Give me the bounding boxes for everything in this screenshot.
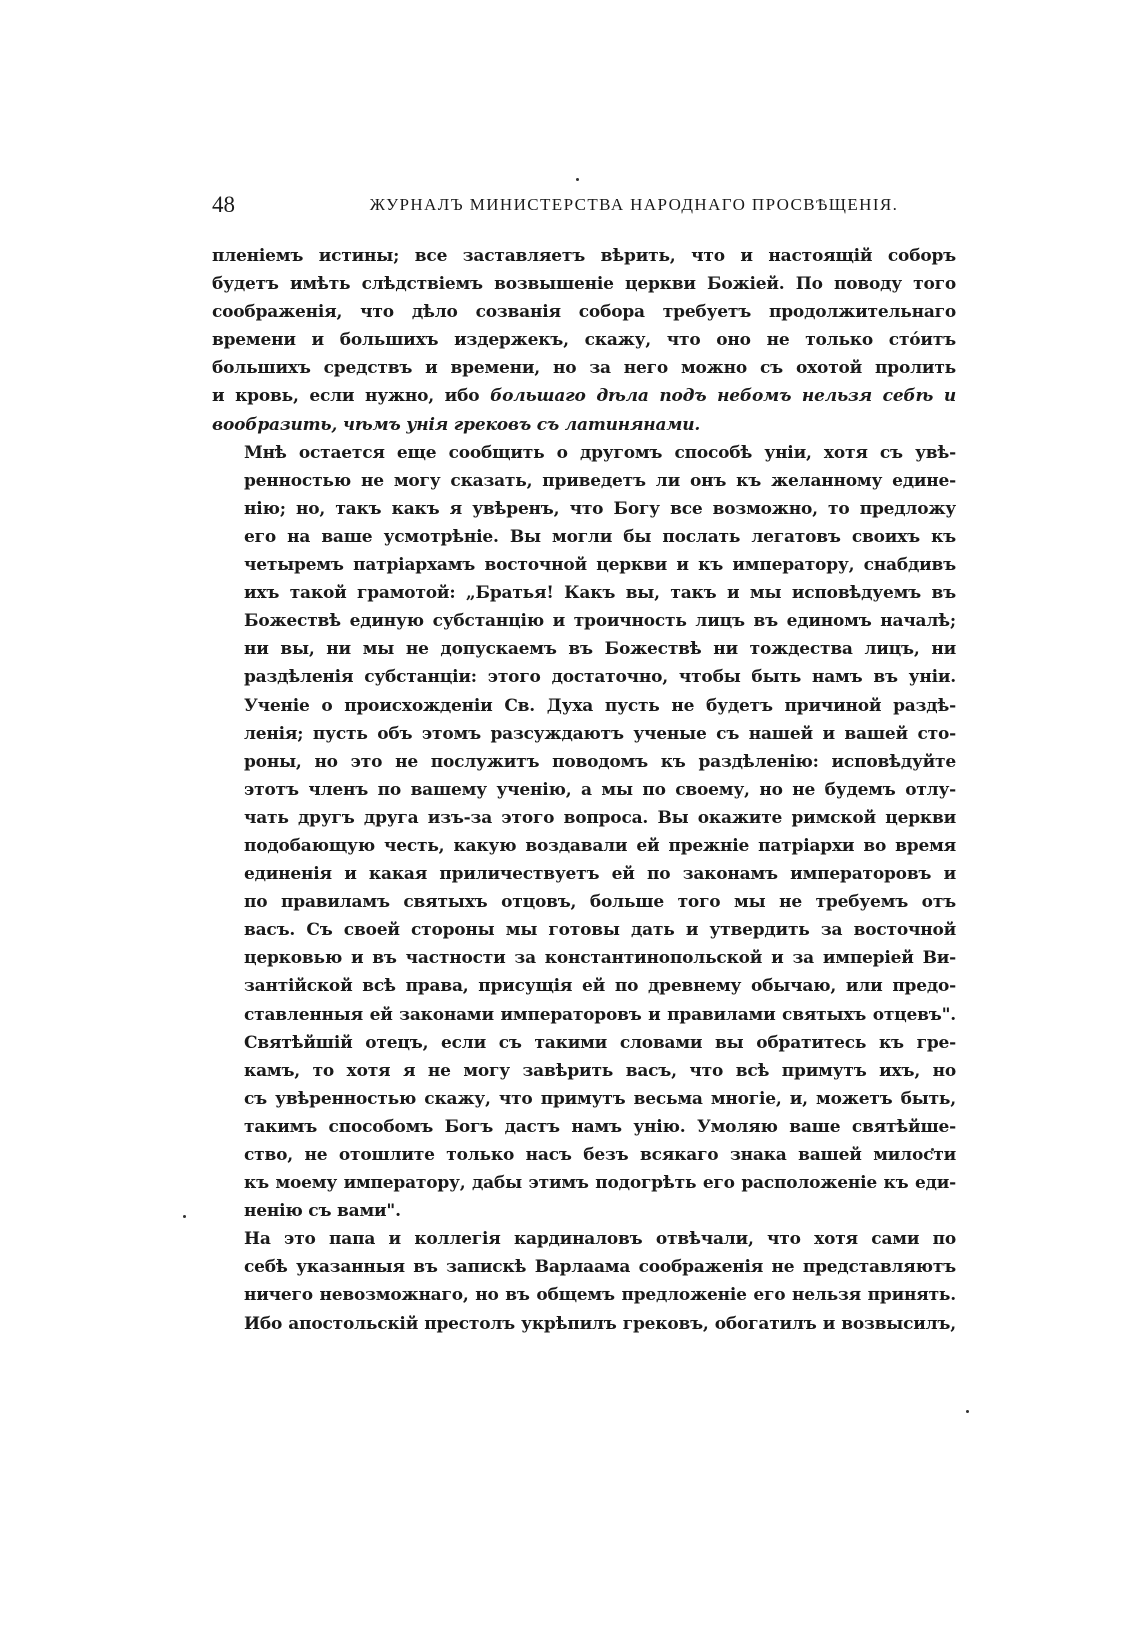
line-text: соображенія, что дѣло созванія собора требуетъ продолжительнаго: [212, 302, 956, 323]
text-line: [212, 1310, 956, 1338]
line-text: Святѣйшій отецъ, если съ такими словами вы обратитесь къ гре-: [244, 1032, 956, 1053]
line-text: раздѣленія субстанціи: этого достаточно, чтобы быть намъ въ уніи.: [244, 667, 956, 688]
text-line: [212, 888, 956, 916]
text-line: [212, 382, 956, 410]
line-text: ихъ такой грамотой: „Братья! Какъ вы, такъ и мы исповѣдуемъ въ: [244, 583, 956, 604]
line-text: ство, не отошлите только насъ безъ всякаго знака вашей милости: [244, 1145, 956, 1165]
text-line: [212, 1057, 956, 1085]
line-text: Ученіе о происхожденіи Св. Духа пусть не будетъ причиной раздѣ-: [244, 695, 956, 716]
text-line: [212, 551, 956, 579]
line-text: церковью и въ частности за константинопольской и за имперіей Ви-: [244, 948, 956, 969]
text-line: [212, 439, 956, 467]
line-text: Божествѣ единую субстанцію и троичность лицъ въ единомъ началѣ;: [244, 611, 956, 632]
print-speck: [966, 1410, 969, 1413]
text-line: [212, 944, 956, 972]
text-line: [212, 1113, 956, 1141]
line-text: роны, но это не послужитъ поводомъ къ раздѣленію: исповѣдуйте: [244, 751, 956, 772]
line-text: зантійской всѣ права, присущія ей по древнему обычаю, или предо-: [244, 976, 956, 997]
text-line: [212, 804, 956, 832]
line-text: къ моему императору, дабы этимъ подогрѣть его расположеніе къ еди-: [244, 1173, 956, 1194]
text-line: [212, 354, 956, 382]
line-text: себѣ указанныя въ запискѣ Варлаама соображенія не представляютъ: [244, 1257, 956, 1278]
line-text: такимъ способомъ Богъ дастъ намъ унію. Умоляю ваше святѣйше-: [244, 1116, 956, 1137]
text-line: [212, 242, 956, 270]
line-text: этотъ членъ по вашему ученію, а мы по своему, но не будемъ отлу-: [244, 779, 956, 800]
print-speck: [183, 1215, 186, 1218]
text-line: [212, 467, 956, 495]
text-line: [212, 607, 956, 635]
text-line: [212, 1281, 956, 1309]
text-line: [212, 326, 956, 354]
text-line: [212, 298, 956, 326]
text-line: [212, 270, 956, 298]
line-text: ставленныя ей законами императоровъ и правилами святыхъ отцевъ".: [244, 1004, 956, 1025]
text-line: [212, 523, 956, 551]
body-text: [212, 242, 956, 1338]
text-line: [212, 1253, 956, 1281]
running-head: [212, 190, 956, 220]
line-text: его на ваше усмотрѣніе. Вы могли бы послать легатовъ своихъ къ: [244, 526, 956, 547]
text-line: [212, 972, 956, 1000]
line-text: камъ, то хотя я не могу завѣрить васъ, что всѣ примутъ ихъ, но: [244, 1060, 956, 1081]
text-line: [212, 1001, 956, 1029]
text-line: [212, 720, 956, 748]
line-text: ренностью не могу сказать, приведетъ ли онъ къ желанному едине-: [244, 470, 956, 491]
line-text: нію; но, такъ какъ я увѣренъ, что Богу все возможно, то предложу: [244, 498, 956, 519]
text-line: [212, 748, 956, 776]
journal-title: ЖУРНАЛЪ МИНИСТЕРСТВА НАРОДНАГО ПРОСВѢЩЕНІЯ.: [369, 195, 899, 214]
line-text: будетъ имѣть слѣдствіемъ возвышеніе церкви Божіей. По поводу того: [212, 274, 956, 295]
text-line: [212, 776, 956, 804]
line-text: На это папа и коллегія кардиналовъ отвѣчали, что хотя сами по: [244, 1229, 956, 1250]
text-line: [212, 663, 956, 691]
line-text: единенія и какая приличествуетъ ей по законамъ императоровъ и: [244, 864, 956, 885]
line-text: подобающую честь, какую воздавали ей прежніе патріархи во время: [244, 835, 956, 856]
line-text: ни вы, ни мы не допускаемъ въ Божествѣ ни тождества лицъ, ни: [244, 639, 956, 660]
line-text: большихъ средствъ и времени, но за него можно съ охотой пролить: [212, 358, 956, 379]
line-text: съ увѣренностью скажу, что примутъ весьма многіе, и, можетъ быть,: [244, 1088, 956, 1109]
line-text: ненію съ вами".: [244, 1201, 401, 1222]
paragraph: [212, 1225, 956, 1337]
line-text: времени и большихъ издержекъ, скажу, что оно не только стóитъ: [212, 330, 956, 351]
italic-quote: большаго дѣла подъ небомъ нельзя себѣ и: [490, 386, 956, 407]
text-line: [212, 692, 956, 720]
italic-quote: вообразить, чѣмъ унія грековъ съ латинянами.: [212, 414, 701, 435]
line-text: четыремъ патріархамъ восточной церкви и къ императору, снабдивъ: [244, 555, 956, 576]
line-text: ничего невозможнаго, но въ общемъ предложеніе его нельзя принять.: [244, 1285, 956, 1306]
line-text: чать другъ друга изъ-за этого вопроса. Вы окажите римской церкви: [244, 807, 956, 828]
text-line: [212, 411, 956, 439]
line-text: и кровь, если нужно, ибо: [212, 386, 491, 407]
paragraph: [212, 242, 956, 439]
text-line: [212, 916, 956, 944]
text-line: [212, 579, 956, 607]
text-line: [212, 860, 956, 888]
print-speck: [576, 178, 579, 181]
text-line: [212, 832, 956, 860]
line-text: Ибо апостольскій престолъ укрѣпилъ грековъ, обогатилъ и возвысилъ,: [244, 1313, 956, 1334]
text-line: [212, 1029, 956, 1057]
text-line: [212, 495, 956, 523]
line-text: пленіемъ истины; все заставляетъ вѣрить, что и настоящій соборъ: [212, 246, 956, 266]
line-text: Мнѣ остается еще сообщить о другомъ способѣ уніи, хотя съ увѣ-: [244, 442, 956, 463]
line-text: по правиламъ святыхъ отцовъ, больше того мы не требуемъ отъ: [244, 892, 956, 913]
text-line: [212, 1085, 956, 1113]
paragraph: [212, 439, 956, 1226]
line-text: васъ. Съ своей стороны мы готовы дать и утвердить за восточной: [244, 920, 956, 941]
text-line: [212, 1169, 956, 1197]
line-text: ленія; пусть объ этомъ разсуждаютъ ученые съ нашей и вашей сто-: [244, 723, 956, 744]
text-line: [212, 1141, 956, 1169]
text-line: [212, 1225, 956, 1253]
text-line: [212, 1197, 956, 1225]
page-number: 48: [212, 192, 235, 217]
text-line: [212, 635, 956, 663]
